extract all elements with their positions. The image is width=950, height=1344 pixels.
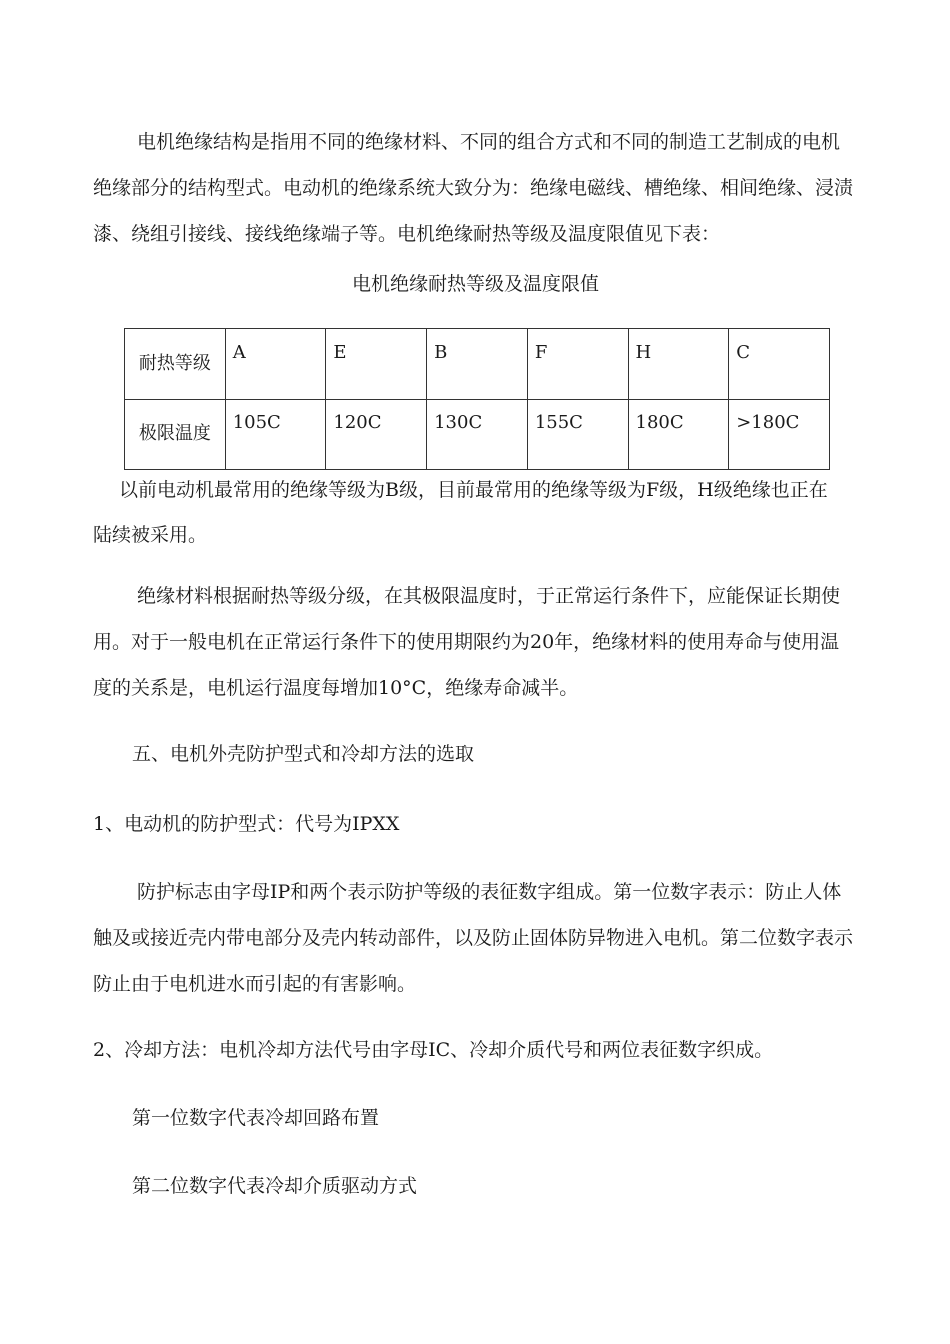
table-cell-class: A xyxy=(225,329,326,400)
table-cell-class: E xyxy=(326,329,427,400)
table-row-label-temperature: 极限温度 xyxy=(125,399,226,470)
paragraph-4-line-2: 触及或接近壳内带电部分及壳内转动部件，以及防止固体防异物进入电机。第二位数字表示 xyxy=(93,927,854,949)
table-cell-temperature: 180C xyxy=(628,399,729,470)
item-2-heading: 2、冷却方法：电机冷却方法代号由字母IC、冷却介质代号和两位表征数字织成。 xyxy=(93,1039,774,1061)
table-caption: 电机绝缘耐热等级及温度限值 xyxy=(352,273,600,295)
table-cell-class: C xyxy=(729,329,830,400)
table-row-temperature xyxy=(125,399,830,470)
paragraph-3-line-2: 用。对于一般电机在正常运行条件下的使用期限约为20年，绝缘材料的使用寿命与使用温 xyxy=(93,631,840,653)
table-cell-class: F xyxy=(527,329,628,400)
table-cell-temperature: >180C xyxy=(729,399,830,470)
table-cell-class: H xyxy=(628,329,729,400)
paragraph-4-line-3: 防止由于电机进水而引起的有害影响。 xyxy=(93,973,417,995)
paragraph-4-line-1: 防护标志由字母IP和两个表示防护等级的表征数字组成。第一位数字表示：防止人体 xyxy=(137,881,842,903)
table-cell-temperature: 130C xyxy=(427,399,528,470)
table-row-class xyxy=(125,329,830,400)
table-cell-class: B xyxy=(427,329,528,400)
paragraph-3-line-3: 度的关系是，电机运行温度每增加10°C，绝缘寿命减半。 xyxy=(93,677,579,699)
paragraph-1-line-1: 电机绝缘结构是指用不同的绝缘材料、不同的组合方式和不同的制造工艺制成的电机 xyxy=(137,131,841,153)
paragraph-1-line-3: 漆、绕组引接线、接线绝缘端子等。电机绝缘耐热等级及温度限值见下表： xyxy=(93,223,721,245)
digit-2-description: 第二位数字代表冷却介质驱动方式 xyxy=(132,1175,418,1197)
insulation-class-table xyxy=(124,328,830,470)
table-cell-temperature: 120C xyxy=(326,399,427,470)
table-cell-temperature: 155C xyxy=(527,399,628,470)
paragraph-2-line-2: 陆续被采用。 xyxy=(93,524,208,546)
paragraph-1-line-2: 绝缘部分的结构型式。电动机的绝缘系统大致分为：绝缘电磁线、槽绝缘、相间绝缘、浸渍 xyxy=(93,177,854,199)
digit-1-description: 第一位数字代表冷却回路布置 xyxy=(132,1107,380,1129)
paragraph-3-line-1: 绝缘材料根据耐热等级分级，在其极限温度时，于正常运行条件下，应能保证长期使 xyxy=(137,585,841,607)
table-row-label-class: 耐热等级 xyxy=(125,329,226,400)
table-cell-temperature: 105C xyxy=(225,399,326,470)
paragraph-2-line-1: 以前电动机最常用的绝缘等级为B级，目前最常用的绝缘等级为F级，H级绝缘也正在 xyxy=(119,479,828,501)
item-1-heading: 1、电动机的防护型式：代号为IPXX xyxy=(93,813,400,835)
section-heading: 五、电机外壳防护型式和冷却方法的选取 xyxy=(132,743,475,765)
